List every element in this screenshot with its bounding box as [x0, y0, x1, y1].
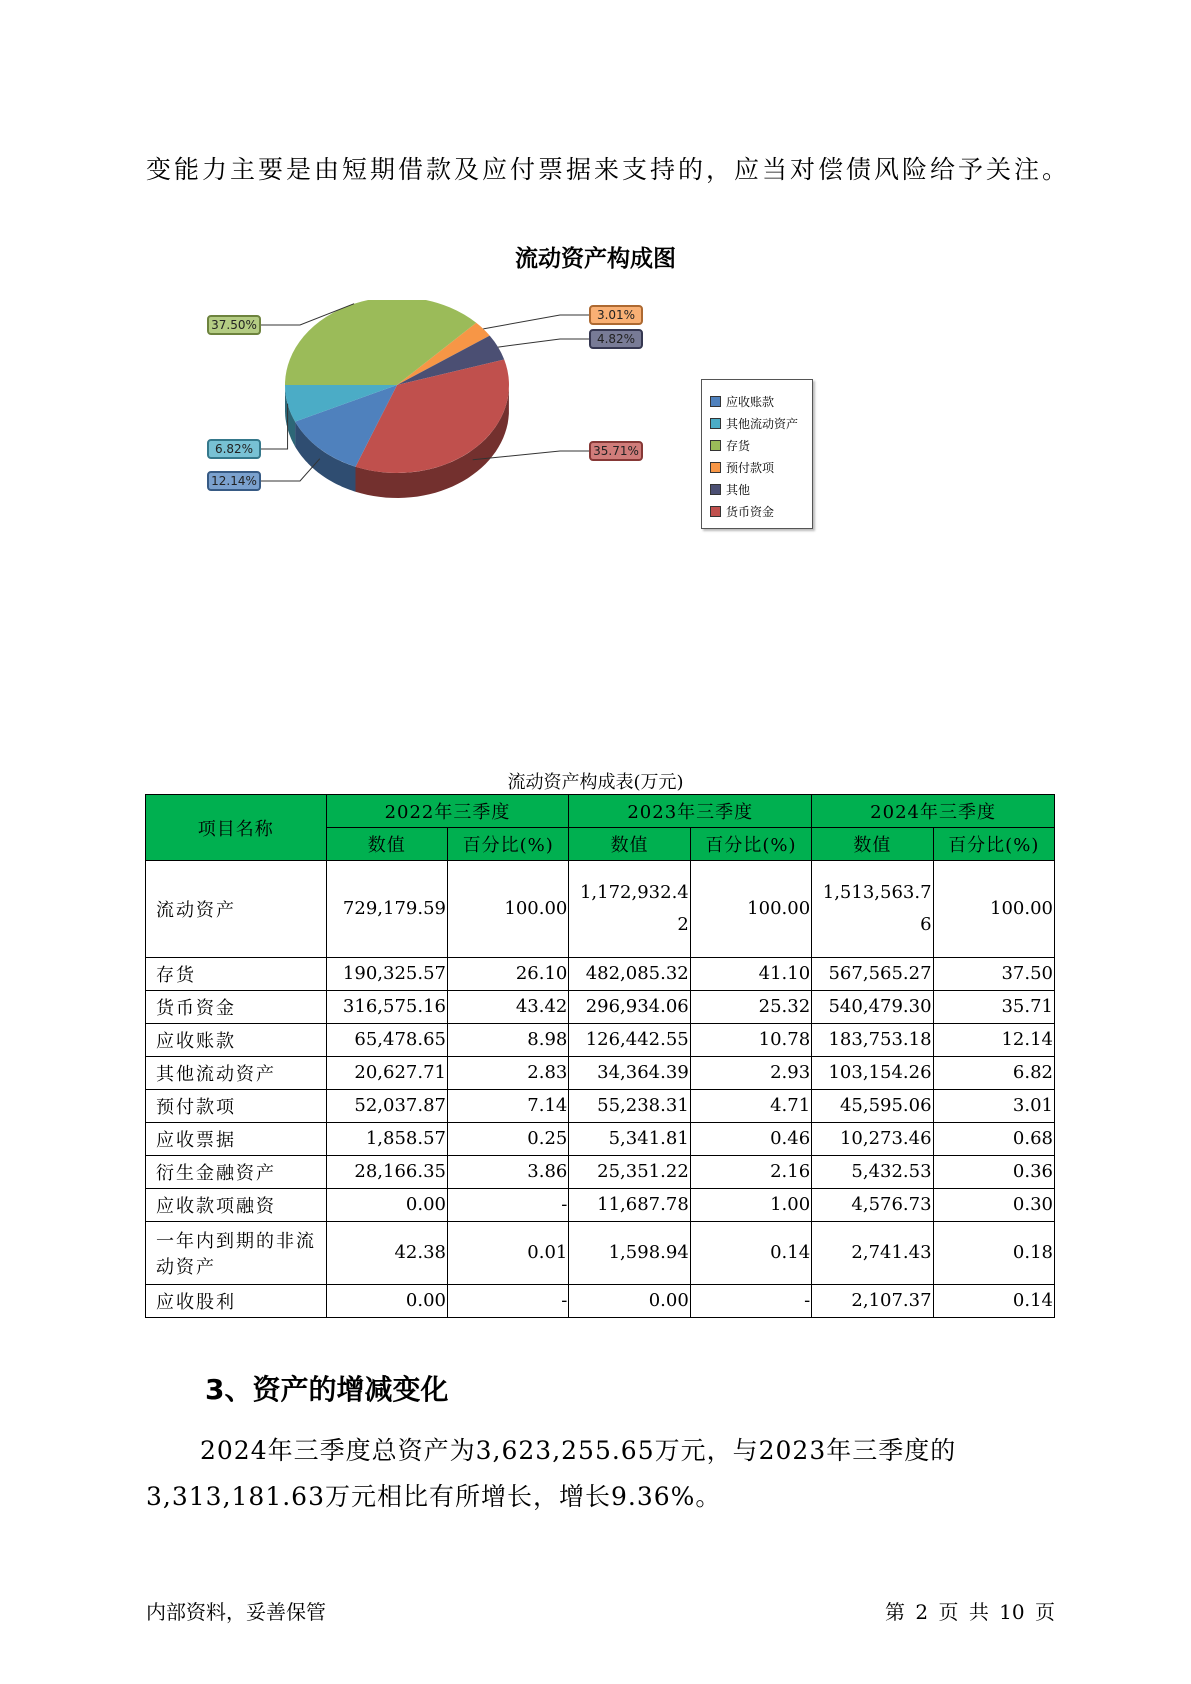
value-cell [812, 991, 933, 1024]
value-cell [812, 1189, 933, 1222]
legend-label: 预付款项 [726, 460, 775, 475]
current-assets-table [145, 794, 1055, 1318]
cell-text: 28,166.35 [354, 1161, 446, 1182]
cell-text: 100.00 [504, 898, 568, 919]
percent-cell [690, 1057, 811, 1090]
row-name: 应收账款 [146, 1024, 327, 1057]
pie-leader-line [260, 404, 288, 449]
value-cell [569, 991, 690, 1024]
cell-text: 103,154.26 [828, 1062, 932, 1083]
table-row [146, 991, 1055, 1024]
header-period: 2023年三季度 [569, 795, 812, 828]
value-cell [569, 1189, 690, 1222]
cell-text: - [804, 1290, 811, 1311]
value-cell [326, 1090, 447, 1123]
legend-item-prepayments [702, 456, 812, 478]
pie-data-label: 37.50% [211, 318, 257, 332]
row-name: 应收款项融资 [146, 1189, 327, 1222]
cell-text: 52,037.87 [354, 1095, 446, 1116]
percent-cell [690, 958, 811, 991]
value-cell [569, 1222, 690, 1285]
percent-cell [933, 1123, 1054, 1156]
cell-text: 4.71 [770, 1095, 811, 1116]
cell-text: 8.98 [527, 1029, 568, 1050]
cell-text: 1,172,932.42 [579, 882, 689, 935]
percent-cell [690, 1156, 811, 1189]
percent-cell [447, 1222, 568, 1285]
percent-cell [447, 1123, 568, 1156]
table-row [146, 1090, 1055, 1123]
table-header-row [146, 795, 1055, 828]
legend-item-cash [702, 500, 812, 522]
table-row [146, 958, 1055, 991]
table-row [146, 1123, 1055, 1156]
cell-text: 0.00 [648, 1290, 689, 1311]
legend-swatch [710, 418, 721, 429]
cell-text: 0.00 [405, 1194, 446, 1215]
row-name: 应收票据 [146, 1123, 327, 1156]
percent-cell [933, 958, 1054, 991]
cell-text: 4,576.73 [851, 1194, 932, 1215]
legend-swatch [710, 484, 721, 495]
cell-text: 0.36 [1012, 1161, 1053, 1182]
percent-cell [447, 1090, 568, 1123]
header-item-name: 项目名称 [146, 795, 327, 861]
section-heading: 3、资产的增减变化 [205, 1373, 449, 1406]
cell-text: 35.71 [1001, 996, 1053, 1017]
percent-cell [447, 1057, 568, 1090]
legend-item-receivables [702, 390, 812, 412]
cell-text: 65,478.65 [354, 1029, 446, 1050]
cell-text: 1.00 [770, 1194, 811, 1215]
legend-label: 货币资金 [726, 504, 775, 519]
cell-text: 0.01 [527, 1242, 568, 1263]
pie-chart [190, 300, 650, 540]
cell-text: 0.25 [527, 1128, 568, 1149]
value-cell [326, 958, 447, 991]
cell-text: 190,325.57 [342, 963, 446, 984]
cell-text: 0.18 [1012, 1242, 1053, 1263]
percent-cell [933, 1156, 1054, 1189]
legend-item-other-current-assets [702, 412, 812, 434]
value-cell [569, 1123, 690, 1156]
pie-data-label: 3.01% [596, 308, 636, 322]
percent-cell [447, 958, 568, 991]
row-name: 货币资金 [146, 991, 327, 1024]
cell-text: 25.32 [758, 996, 811, 1017]
value-cell [569, 1156, 690, 1189]
cell-text: 41.10 [758, 963, 811, 984]
header-value: 数值 [812, 828, 933, 861]
value-cell [326, 1222, 447, 1285]
percent-cell [447, 1285, 568, 1318]
value-cell [569, 861, 690, 958]
cell-text: 25,351.22 [597, 1161, 689, 1182]
percent-cell [690, 1222, 811, 1285]
cell-text: 1,513,563.76 [822, 882, 932, 935]
value-cell [569, 1057, 690, 1090]
pie-data-label: 4.82% [596, 332, 636, 346]
cell-text: 482,085.32 [585, 963, 689, 984]
cell-text: 2.83 [527, 1062, 568, 1083]
percent-cell [690, 1189, 811, 1222]
percent-cell [933, 1189, 1054, 1222]
cell-text: 10,273.46 [839, 1128, 932, 1149]
cell-text: 45,595.06 [839, 1095, 932, 1116]
legend-label: 应收账款 [726, 394, 775, 409]
table-row [146, 1057, 1055, 1090]
value-cell [812, 861, 933, 958]
cell-text: 296,934.06 [585, 996, 689, 1017]
value-cell [812, 1024, 933, 1057]
paragraph-line: 2024年三季度总资产为3,623,255.65万元，与2023年三季度的 [200, 1436, 957, 1465]
value-cell [812, 1156, 933, 1189]
value-cell [326, 1123, 447, 1156]
cell-text: 2,741.43 [851, 1242, 932, 1263]
legend-swatch [710, 440, 721, 451]
cell-text: 540,479.30 [828, 996, 932, 1017]
cell-text: - [561, 1290, 568, 1311]
intro-paragraph: 变能力主要是由短期借款及应付票据来支持的，应当对偿债风险给予关注。 [146, 155, 1071, 184]
cell-text: 2,107.37 [851, 1290, 932, 1311]
legend-label: 其他 [726, 482, 751, 497]
legend-swatch [710, 396, 721, 407]
cell-text: 1,858.57 [365, 1128, 446, 1149]
value-cell [812, 1090, 933, 1123]
value-cell [812, 1222, 933, 1285]
row-name: 衍生金融资产 [146, 1156, 327, 1189]
percent-cell [690, 1285, 811, 1318]
cell-text: 0.46 [770, 1128, 811, 1149]
row-name: 应收股利 [146, 1285, 327, 1318]
cell-text: 1,598.94 [608, 1242, 689, 1263]
percent-cell [447, 1189, 568, 1222]
value-cell [326, 1057, 447, 1090]
cell-text: 7.14 [527, 1095, 568, 1116]
percent-cell [933, 1222, 1054, 1285]
cell-text: 0.30 [1012, 1194, 1053, 1215]
cell-text: 11,687.78 [597, 1194, 689, 1215]
header-period: 2024年三季度 [812, 795, 1055, 828]
cell-text: 3.86 [527, 1161, 568, 1182]
percent-cell [933, 1024, 1054, 1057]
percent-cell [447, 1024, 568, 1057]
table-row [146, 1222, 1055, 1285]
cell-text: - [561, 1194, 568, 1215]
pie-leader-line [483, 315, 590, 329]
table-row [146, 1024, 1055, 1057]
row-name: 一年内到期的非流动资产 [146, 1222, 327, 1285]
value-cell [812, 1057, 933, 1090]
pie-leader-line [498, 339, 590, 347]
cell-text: 12.14 [1001, 1029, 1053, 1050]
cell-text: 2.16 [770, 1161, 811, 1182]
percent-cell [690, 1024, 811, 1057]
table-row [146, 1285, 1055, 1318]
header-period: 2022年三季度 [326, 795, 569, 828]
footer-page-number: 第 2 页 共 10 页 [885, 1600, 1055, 1624]
percent-cell [447, 991, 568, 1024]
percent-cell [447, 1156, 568, 1189]
pie-data-label: 6.82% [214, 442, 254, 456]
percent-cell [690, 1090, 811, 1123]
header-value: 数值 [326, 828, 447, 861]
cell-text: 43.42 [515, 996, 568, 1017]
legend-swatch [710, 506, 721, 517]
cell-text: 34,364.39 [597, 1062, 689, 1083]
cell-text: 183,753.18 [828, 1029, 932, 1050]
cell-text: 0.14 [1012, 1290, 1053, 1311]
percent-cell [690, 1123, 811, 1156]
cell-text: 2.93 [770, 1062, 811, 1083]
row-name: 流动资产 [146, 861, 327, 958]
header-percent: 百分比(%) [447, 828, 568, 861]
percent-cell [933, 1285, 1054, 1318]
percent-cell [933, 991, 1054, 1024]
paragraph-line: 3,313,181.63万元相比有所增长，增长9.36%。 [146, 1482, 722, 1511]
cell-text: 6.82 [1012, 1062, 1053, 1083]
row-name: 预付款项 [146, 1090, 327, 1123]
header-value: 数值 [569, 828, 690, 861]
pie-data-label: 12.14% [211, 474, 257, 488]
legend-item-inventory [702, 434, 812, 456]
value-cell [326, 861, 447, 958]
value-cell [812, 958, 933, 991]
row-name: 其他流动资产 [146, 1057, 327, 1090]
header-percent: 百分比(%) [690, 828, 811, 861]
cell-text: 55,238.31 [597, 1095, 689, 1116]
chart-title: 流动资产构成图 [515, 246, 676, 272]
value-cell [569, 958, 690, 991]
cell-text: 5,341.81 [608, 1128, 689, 1149]
cell-text: 100.00 [990, 898, 1053, 919]
legend-label: 其他流动资产 [726, 416, 799, 431]
value-cell [569, 1090, 690, 1123]
value-cell [569, 1285, 690, 1318]
table-caption: 流动资产构成表(万元) [507, 772, 684, 793]
value-cell [326, 991, 447, 1024]
value-cell [812, 1123, 933, 1156]
value-cell [326, 1024, 447, 1057]
percent-cell [933, 861, 1054, 958]
value-cell [569, 1024, 690, 1057]
percent-cell [933, 1090, 1054, 1123]
row-name: 存货 [146, 958, 327, 991]
cell-text: 5,432.53 [851, 1161, 932, 1182]
value-cell [326, 1189, 447, 1222]
cell-text: 3.01 [1012, 1095, 1053, 1116]
cell-text: 10.78 [758, 1029, 811, 1050]
pie-data-label: 35.71% [593, 444, 639, 458]
cell-text: 567,565.27 [828, 963, 932, 984]
legend-swatch [710, 462, 721, 473]
value-cell [812, 1285, 933, 1318]
value-cell [326, 1156, 447, 1189]
percent-cell [690, 991, 811, 1024]
cell-text: 42.38 [394, 1242, 446, 1263]
cell-text: 729,179.59 [342, 898, 446, 919]
table-row [146, 1189, 1055, 1222]
percent-cell [447, 861, 568, 958]
cell-text: 316,575.16 [342, 996, 446, 1017]
cell-text: 100.00 [747, 898, 811, 919]
cell-text: 20,627.71 [354, 1062, 446, 1083]
header-percent: 百分比(%) [933, 828, 1054, 861]
value-cell [326, 1285, 447, 1318]
legend-label: 存货 [726, 438, 751, 453]
cell-text: 0.68 [1012, 1128, 1053, 1149]
percent-cell [690, 861, 811, 958]
table-row [146, 1156, 1055, 1189]
cell-text: 26.10 [515, 963, 568, 984]
footer-confidential: 内部资料，妥善保管 [146, 1600, 326, 1624]
cell-text: 0.14 [770, 1242, 811, 1263]
legend-item-other [702, 478, 812, 500]
percent-cell [933, 1057, 1054, 1090]
table-row [146, 861, 1055, 958]
cell-text: 37.50 [1001, 963, 1053, 984]
assets-change-paragraph [146, 1428, 1046, 1520]
cell-text: 0.00 [405, 1290, 446, 1311]
cell-text: 126,442.55 [585, 1029, 689, 1050]
chart-legend [701, 379, 813, 529]
